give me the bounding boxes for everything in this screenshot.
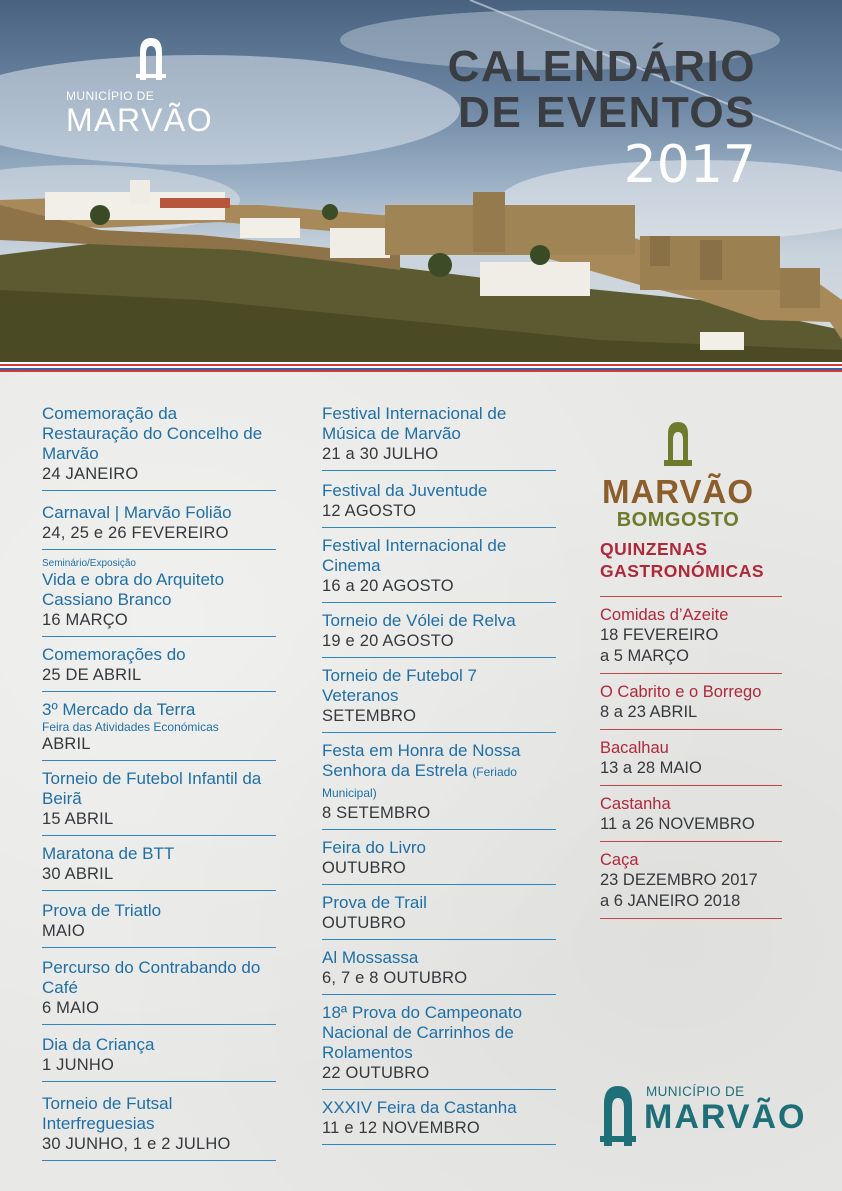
- event-item: [42, 948, 276, 1025]
- event-item: [42, 398, 276, 491]
- events-column-left: [42, 398, 276, 1161]
- bomgosto-line1: MARVÃO: [601, 473, 755, 510]
- event-item: [42, 692, 276, 761]
- gastronomy-name: Bacalhau: [600, 739, 669, 757]
- event-date: 25 DE ABRIL: [42, 666, 142, 684]
- gastronomy-date: 8 a 23 ABRIL: [600, 703, 698, 721]
- quinzenas-heading-line2: GASTRONÓMICAS: [600, 561, 764, 581]
- event-item: [42, 1025, 276, 1082]
- event-date: 6, 7 e 8 OUTUBRO: [322, 969, 468, 987]
- event-date: 1 JUNHO: [42, 1056, 114, 1074]
- bomgosto-logo: [598, 420, 758, 531]
- event-name: Torneio de Vólei de Relva: [322, 611, 516, 630]
- event-date: 16 MARÇO: [42, 611, 128, 629]
- event-item: [322, 658, 556, 733]
- gastronomy-item: [600, 597, 782, 674]
- event-name: Prova de Triatlo: [42, 901, 162, 920]
- event-name: [322, 741, 556, 803]
- event-date: 19 e 20 AGOSTO: [322, 632, 454, 650]
- event-name: 18ª Prova do Campeonato Nacional de Carrinhos de Rolamentos: [322, 1003, 523, 1062]
- municipality-logo: [66, 34, 236, 137]
- event-name: Comemoração da Restauração do Concelho de Marvão: [42, 404, 263, 463]
- event-date: 22 OUTUBRO: [322, 1064, 430, 1082]
- event-date: 8 SETEMBRO: [322, 804, 431, 822]
- gastronomy-date: 11 a 26 NOVEMBRO: [600, 815, 755, 833]
- event-name: Feira do Livro: [322, 838, 426, 857]
- event-name: Torneio de Futebol Infantil da Beirã: [42, 769, 262, 808]
- gastronomy-item: [600, 730, 782, 786]
- event-item: [42, 836, 276, 891]
- event-date: 30 ABRIL: [42, 865, 114, 883]
- page-title: [448, 44, 756, 194]
- event-item: [42, 491, 276, 550]
- event-name: Torneio de Futebol 7 Veteranos: [322, 666, 477, 705]
- event-date: 12 AGOSTO: [322, 502, 417, 520]
- event-item: [322, 733, 556, 830]
- event-date: 15 ABRIL: [42, 810, 114, 828]
- events-column-right: [322, 398, 556, 1145]
- quinzenas-heading-line1: QUINZENAS: [600, 539, 708, 559]
- event-item: [322, 885, 556, 940]
- event-name: Prova de Trail: [322, 893, 427, 912]
- event-name: Al Mossassa: [322, 948, 419, 967]
- event-name: Festival Internacional de Cinema: [322, 536, 507, 575]
- event-note: (Feriado Municipal): [322, 765, 517, 800]
- event-subtitle: Feira das Atividades Económicas: [42, 720, 219, 734]
- arch-icon: [134, 34, 168, 82]
- flag-stripes: [0, 362, 842, 372]
- event-date: 6 MAIO: [42, 999, 100, 1017]
- event-date: 24 JANEIRO: [42, 465, 139, 483]
- title-year: 2017: [623, 135, 756, 195]
- event-name: XXXIV Feira da Castanha: [322, 1098, 517, 1117]
- event-name: Carnaval | Marvão Folião: [42, 503, 232, 522]
- event-prefix: Seminário/Exposição: [42, 558, 136, 569]
- event-item: [322, 1090, 556, 1145]
- event-date: OUTUBRO: [322, 914, 406, 932]
- tower-icon: [664, 420, 692, 466]
- event-name: Torneio de Futsal Interfreguesias: [42, 1094, 173, 1133]
- gastronomy-date-cont: a 5 MARÇO: [600, 647, 689, 665]
- logo-small-text: MUNICÍPIO DE: [66, 89, 155, 103]
- event-date: OUTUBRO: [322, 859, 406, 877]
- event-item: [42, 550, 276, 637]
- footer-logo-big: MARVÃO: [644, 1098, 807, 1136]
- event-item: [322, 940, 556, 995]
- gastronomy-item: [600, 674, 782, 730]
- event-date: 30 JUNHO, 1 e 2 JULHO: [42, 1135, 231, 1153]
- footer-logo: [598, 1080, 818, 1150]
- gastronomy-name: Castanha: [600, 795, 671, 813]
- gastronomy-name: Caça: [600, 851, 639, 869]
- quinzenas-heading: [600, 538, 800, 582]
- event-date: MAIO: [42, 922, 85, 940]
- event-date: 24, 25 e 26 FEVEREIRO: [42, 524, 229, 542]
- event-name: Festival Internacional de Música de Marvão: [322, 404, 507, 443]
- event-item: [322, 830, 556, 885]
- bomgosto-line2: BOMGOSTO: [616, 509, 740, 531]
- event-date: SETEMBRO: [322, 707, 417, 725]
- gastronomy-date: 23 DEZEMBRO 2017: [600, 871, 758, 889]
- gastronomy-date: 18 FEVEREIRO: [600, 626, 719, 644]
- title-line2: DE EVENTOS: [458, 88, 756, 137]
- event-name: Dia da Criança: [42, 1035, 155, 1054]
- event-date: 11 e 12 NOVEMBRO: [322, 1119, 480, 1137]
- gastronomy-date: 13 a 28 MAIO: [600, 759, 702, 777]
- event-item: [322, 528, 556, 603]
- event-name: 3º Mercado da Terra: [42, 700, 196, 719]
- gastronomic-list: [600, 596, 782, 919]
- title-line1: CALENDÁRIO: [447, 42, 756, 91]
- arch-icon: [598, 1082, 638, 1146]
- event-date: 21 a 30 JULHO: [322, 445, 439, 463]
- gastronomy-item: [600, 842, 782, 919]
- event-name: Festival da Juventude: [322, 481, 488, 500]
- event-item: [42, 891, 276, 948]
- event-item: [322, 995, 556, 1090]
- footer-logo-small: MUNICÍPIO DE: [646, 1084, 745, 1099]
- event-name: Percurso do Contrabando do Café: [42, 958, 261, 997]
- hero-photo: [0, 0, 842, 362]
- event-item: [42, 637, 276, 692]
- gastronomy-date-cont: a 6 JANEIRO 2018: [600, 892, 741, 910]
- event-item: [322, 471, 556, 528]
- logo-big-text: MARVÃO: [66, 102, 214, 138]
- event-date: ABRIL: [42, 735, 91, 753]
- event-item: [42, 1082, 276, 1161]
- event-name-text: Festa em Honra de Nossa Senhora da Estrela: [322, 741, 521, 780]
- gastronomy-item: [600, 786, 782, 842]
- event-name: Vida e obra do Arquiteto Cassiano Branco: [42, 570, 225, 609]
- event-name: Comemorações do: [42, 645, 186, 664]
- event-date: 16 a 20 AGOSTO: [322, 577, 454, 595]
- event-name: Maratona de BTT: [42, 844, 175, 863]
- event-item: [322, 603, 556, 658]
- event-item: [322, 398, 556, 471]
- gastronomy-name: O Cabrito e o Borrego: [600, 683, 762, 701]
- event-item: [42, 761, 276, 836]
- gastronomy-name: Comidas d’Azeite: [600, 606, 729, 624]
